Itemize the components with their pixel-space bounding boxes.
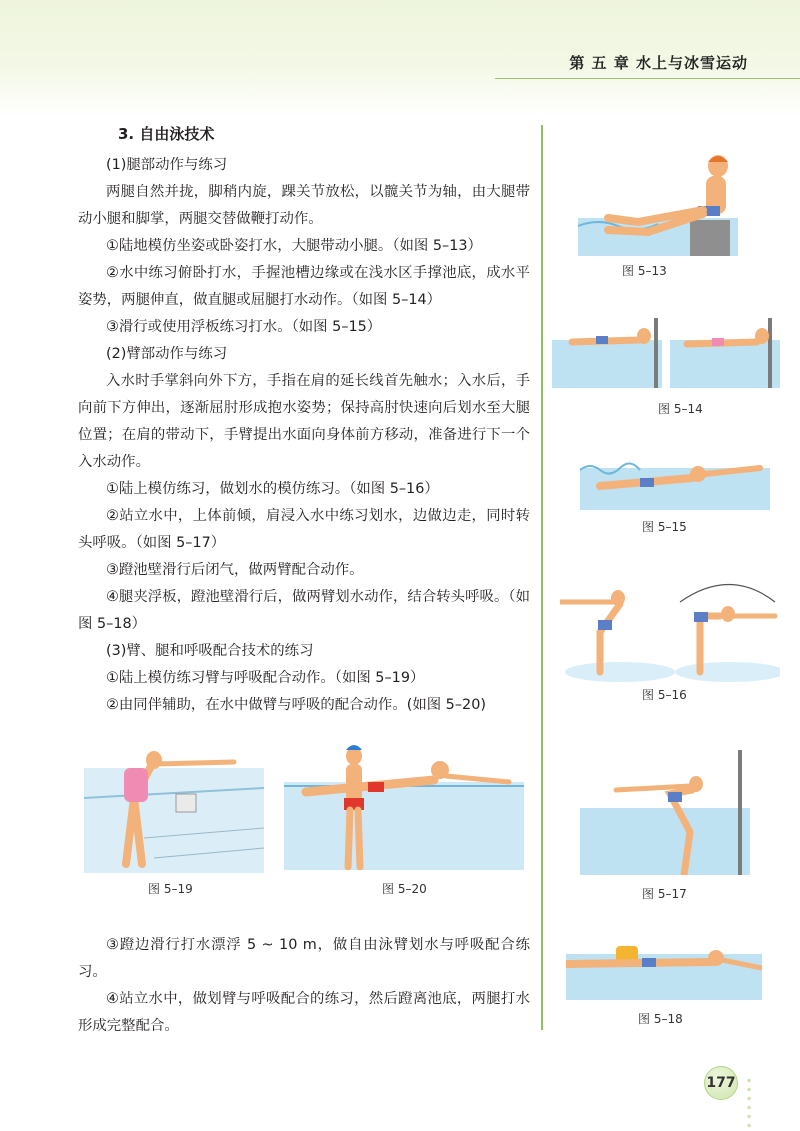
figure-5-18-image (566, 940, 762, 1000)
main-text (78, 120, 530, 719)
subheading: (1)腿部动作与练习 (106, 157, 228, 173)
sidebar-divider (541, 125, 543, 1030)
paragraph: ④站立水中，做划臂与呼吸配合的练习，然后蹬离池底，两腿打水形成完整配合。 (78, 991, 530, 1034)
page-number: 177 (704, 1066, 738, 1100)
header-rule (495, 78, 800, 79)
figure-5-17-caption: 图 5–17 (642, 887, 687, 901)
paragraph: ③蹬边滑行打水漂浮 5 ~ 10 m，做自由泳臂划水与呼吸配合练习。 (78, 937, 530, 980)
paragraph: ①陆地模仿坐姿或卧姿打水，大腿带动小腿。（如图 5–13） (106, 238, 482, 254)
figure-5-15-image (580, 450, 770, 510)
chapter-title: 第 五 章 水上与冰雪运动 (569, 54, 748, 72)
subheading: (3)臂、腿和呼吸配合技术的练习 (106, 643, 314, 659)
figure-5-14-caption: 图 5–14 (658, 402, 703, 416)
paragraph-list (78, 152, 530, 719)
figure-5-19-image (84, 738, 264, 873)
paragraph: 两腿自然并拢，脚稍内旋，踝关节放松，以髋关节为轴，由大腿带动小腿和脚掌，两腿交替做鞭打动作。 (78, 184, 530, 227)
paragraph: ②由同伴辅助，在水中做臂与呼吸的配合动作。(如图 5–20) (106, 697, 486, 713)
figure-5-13-caption: 图 5–13 (622, 264, 667, 278)
paragraph: ③滑行或使用浮板练习打水。（如图 5–15） (106, 319, 382, 335)
figure-5-20-caption: 图 5–20 (382, 882, 427, 896)
paragraph: ①陆上模仿练习臂与呼吸配合动作。（如图 5–19） (106, 670, 425, 686)
lower-text (78, 932, 530, 1040)
figure-5-16-image (560, 572, 780, 682)
figure-5-15-caption: 图 5–15 (642, 520, 687, 534)
subheading: (2)臂部动作与练习 (106, 346, 228, 362)
paragraph: 入水时手掌斜向外下方，手指在肩的延长线首先触水；入水后，手向前下方伸出，逐渐屈肘形成抱水姿势；保持高肘快速向后划水至大腿位置；在肩的带动下，手臂提出水面向身体前方移动，准备进行下一个入水动作。 (78, 373, 530, 470)
figure-5-18-caption: 图 5–18 (638, 1012, 683, 1026)
paragraph: ②水中练习俯卧打水，手握池槽边缘或在浅水区手撑池底，成水平姿势，两腿伸直，做直腿或屈腿打水动作。（如图 5–14） (78, 265, 530, 308)
figure-5-13-image (578, 148, 738, 256)
figure-5-17-image (580, 750, 750, 875)
figure-5-14-image (552, 318, 780, 388)
figure-5-19-caption: 图 5–19 (148, 882, 193, 896)
figure-5-20-image (284, 742, 524, 870)
paragraph: ④腿夹浮板，蹬池壁滑行后，做两臂划水动作，结合转头呼吸。（如图 5–18） (78, 589, 530, 632)
page-number-decoration (744, 1076, 754, 1131)
paragraph: ②站立水中，上体前倾，肩浸入水中练习划水，边做边走，同时转头呼吸。（如图 5–17） (78, 508, 530, 551)
figure-5-16-caption: 图 5–16 (642, 688, 687, 702)
section-title: 3. 自由泳技术 (118, 125, 215, 143)
paragraph: ①陆上模仿练习，做划水的模仿练习。（如图 5–16） (106, 481, 439, 497)
paragraph: ③蹬池壁滑行后闭气，做两臂配合动作。 (106, 562, 364, 578)
